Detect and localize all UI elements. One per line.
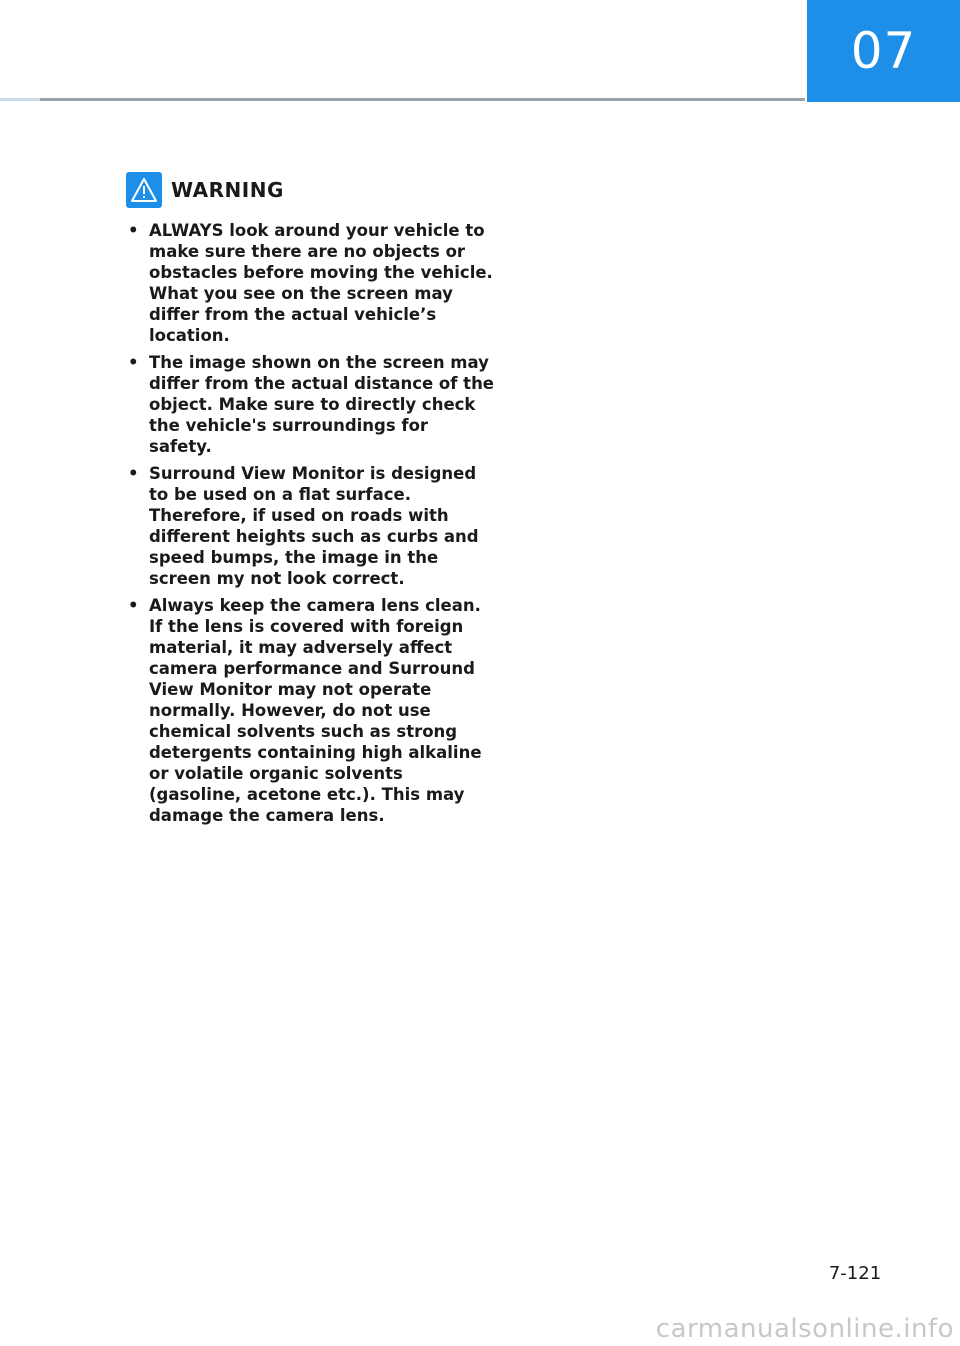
warning-item [126, 352, 496, 457]
chapter-tab [807, 0, 960, 102]
warning-box [126, 170, 496, 832]
header-rule-accent [0, 98, 40, 101]
warning-item [126, 595, 496, 826]
bullet-icon: • [128, 221, 139, 240]
warning-item-text: Always keep the camera lens clean. If the lens is covered with foreign material, it may adversely affect camera performance and Surround View Monitor may not operate normally. However, do not use chemical solvents such as strong detergents containing high alkaline or volatile organic solvents (gasoline, acetone etc.). This may damage the camera lens. [149, 596, 482, 825]
watermark-text: carmanualsonline.info [655, 1314, 954, 1344]
warning-triangle-icon [126, 172, 162, 208]
warning-header [126, 170, 496, 210]
warning-list [126, 220, 496, 826]
bullet-icon: • [128, 596, 139, 615]
page-number: 7-121 [828, 1263, 882, 1284]
bullet-icon: • [128, 353, 139, 372]
warning-item [126, 220, 496, 346]
header-rule [0, 98, 805, 101]
warning-title: WARNING [171, 178, 284, 202]
bullet-icon: • [128, 464, 139, 483]
warning-item-text: The image shown on the screen may differ from the actual distance of the object. Make sure to directly check the vehicle's surroundings for safety. [149, 353, 495, 456]
warning-item-text: Surround View Monitor is designed to be used on a flat surface. Therefore, if used on roads with different heights such as curbs and speed bumps, the image in the screen my not look correct. [149, 464, 479, 588]
warning-item [126, 463, 496, 589]
warning-item-text: ALWAYS look around your vehicle to make sure there are no objects or obstacles before moving the vehicle. What you see on the screen may differ from the actual vehicle’s location. [149, 221, 493, 345]
chapter-number: 07 [850, 22, 917, 80]
